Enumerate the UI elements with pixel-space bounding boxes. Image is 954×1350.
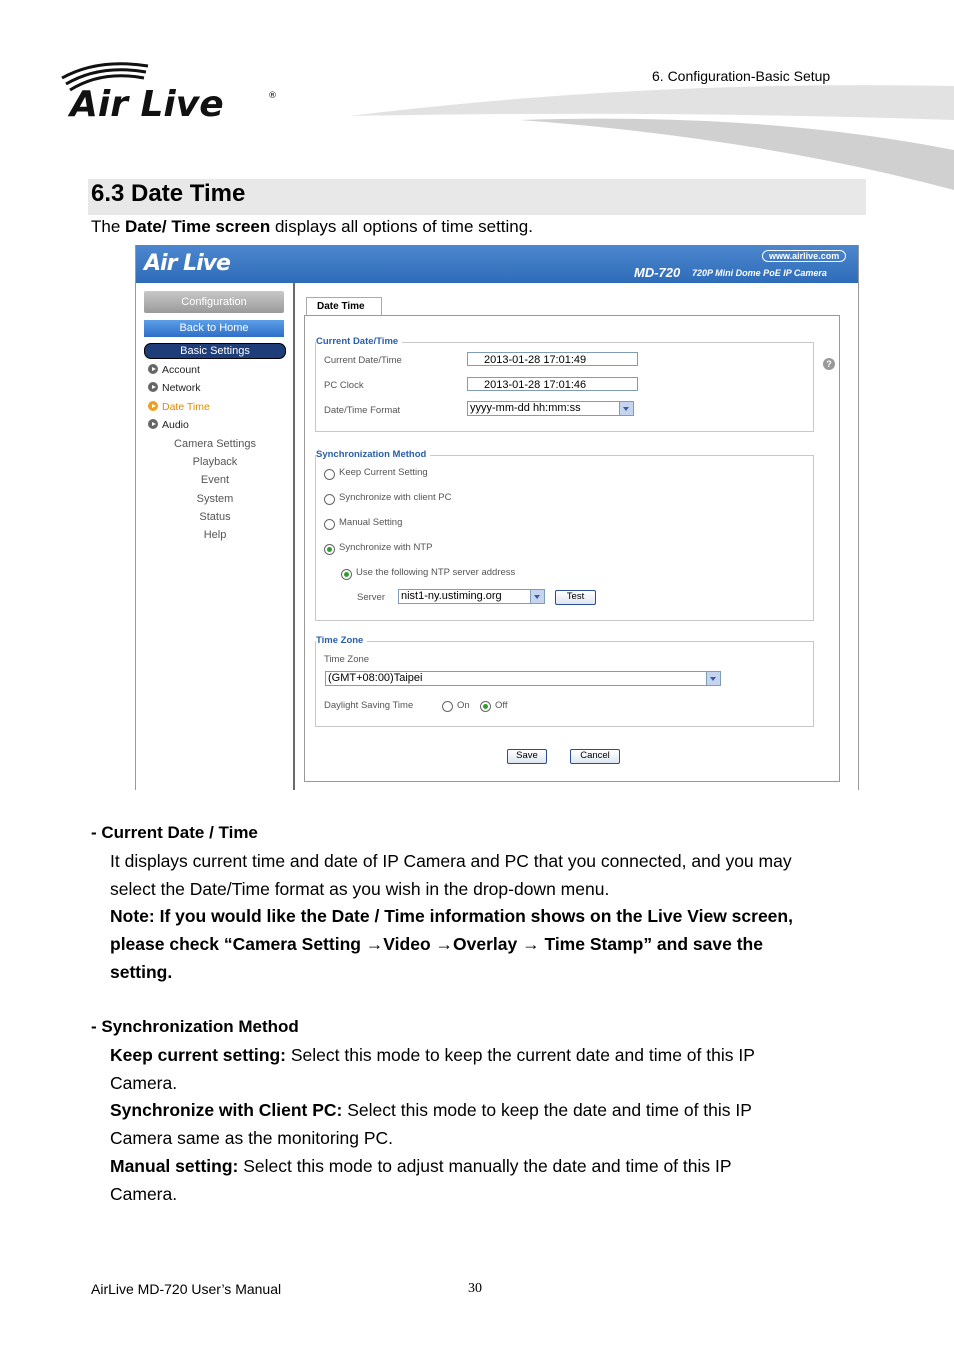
arrow-icon bbox=[148, 364, 158, 374]
help-icon[interactable]: ? bbox=[823, 358, 835, 370]
sidebar-link-camera-settings[interactable]: Camera Settings bbox=[174, 438, 256, 450]
test-button[interactable]: Test bbox=[555, 590, 596, 605]
camera-sidebar bbox=[136, 283, 294, 790]
basic-settings-button[interactable]: Basic Settings bbox=[144, 343, 286, 359]
chevron-down-icon bbox=[706, 672, 720, 685]
pc-clock-field[interactable]: 2013-01-28 17:01:46 bbox=[467, 377, 638, 391]
sidebar-item-date-time[interactable]: Date Time bbox=[148, 398, 210, 416]
datetime-format-select[interactable]: yyyy-mm-dd hh:mm:ss bbox=[467, 401, 634, 416]
arrow-icon bbox=[148, 382, 158, 392]
radio-dst-on-label: On bbox=[457, 700, 470, 711]
chevron-down-icon bbox=[530, 590, 544, 603]
radio-manual[interactable] bbox=[324, 519, 335, 530]
camera-ui-screenshot bbox=[135, 245, 859, 790]
section-title: 6.3 Date Time bbox=[91, 180, 246, 207]
sidebar-link-status[interactable]: Status bbox=[199, 511, 231, 523]
radio-manual-label: Manual Setting bbox=[339, 517, 403, 528]
time-zone-group bbox=[315, 635, 814, 727]
current-datetime-label: Current Date/Time bbox=[324, 355, 402, 366]
format-label: Date/Time Format bbox=[324, 405, 401, 416]
radio-keep-current[interactable] bbox=[324, 469, 335, 480]
arrow-icon bbox=[148, 419, 158, 429]
radio-dst-off-label: Off bbox=[495, 700, 508, 711]
dst-label: Daylight Saving Time bbox=[324, 700, 414, 711]
radio-keep-current-label: Keep Current Setting bbox=[339, 467, 428, 478]
sidebar-link-system[interactable]: System bbox=[196, 493, 234, 505]
radio-dst-off[interactable] bbox=[480, 701, 491, 712]
time-zone-label: Time Zone bbox=[324, 654, 370, 665]
sync-method-description: Keep current setting: Select this mode to keep the current date and time of this IP Camera. Synchronize with Client PC: Select this mode to keep the date and time of this IP Camera same as the monitoring PC. Manual setting: Select this mode to adjust manually the date and time of this IP Camera. bbox=[110, 1045, 755, 1204]
radio-sync-client-pc[interactable] bbox=[324, 494, 335, 505]
group-legend: Current Date/Time bbox=[316, 336, 402, 347]
tab-date-time[interactable]: Date Time bbox=[306, 297, 382, 315]
ntp-server-select[interactable]: nist1-ny.ustiming.org bbox=[398, 589, 545, 604]
footer-manual-title: AirLive MD-720 User’s Manual bbox=[91, 1281, 282, 1297]
arrow-icon bbox=[148, 401, 158, 411]
svg-text:Air Live: Air Live bbox=[70, 84, 224, 125]
sidebar-link-help[interactable]: Help bbox=[203, 529, 227, 541]
page-number: 30 bbox=[468, 1281, 482, 1296]
camera-banner bbox=[136, 245, 858, 283]
sidebar-item-account[interactable]: Account bbox=[148, 361, 200, 379]
configuration-button[interactable]: Configuration bbox=[144, 291, 284, 313]
airlive-logo bbox=[58, 58, 288, 128]
date-time-panel bbox=[304, 315, 840, 782]
current-datetime-description: It displays current time and date of IP Camera and PC that you connected, and you may select the Date/Time format as you wish in the drop-down menu. Note: If you would like the Date / Time information shows on the Live View screen, please check “Camera Setting →Video →Overlay → Time Stamp” and save the setting. bbox=[110, 851, 793, 982]
back-to-home-button[interactable]: Back to Home bbox=[144, 320, 284, 337]
sidebar-item-network[interactable]: Network bbox=[148, 379, 201, 397]
current-datetime-heading: - Current Date / Time bbox=[91, 823, 258, 842]
svg-text:®: ® bbox=[268, 91, 277, 101]
server-label: Server bbox=[357, 592, 385, 603]
camera-main-panel bbox=[296, 283, 858, 790]
radio-ntp-address-label: Use the following NTP server address bbox=[356, 567, 516, 578]
group-legend: Time Zone bbox=[316, 635, 367, 646]
radio-dst-on[interactable] bbox=[442, 701, 453, 712]
time-zone-select[interactable]: (GMT+08:00)Taipei bbox=[325, 671, 721, 686]
sidebar-divider bbox=[293, 283, 295, 790]
group-legend: Synchronization Method bbox=[316, 449, 430, 460]
chevron-down-icon bbox=[619, 402, 633, 415]
current-datetime-group bbox=[315, 336, 814, 432]
sidebar-link-event[interactable]: Event bbox=[200, 474, 230, 486]
chapter-header: 6. Configuration-Basic Setup bbox=[652, 68, 831, 84]
banner-model: MD-720 bbox=[634, 265, 681, 280]
save-button[interactable]: Save bbox=[507, 749, 547, 764]
cancel-button[interactable]: Cancel bbox=[570, 749, 620, 764]
pc-clock-label: PC Clock bbox=[324, 380, 364, 391]
banner-url: www.airlive.com bbox=[762, 250, 846, 262]
sidebar-item-audio[interactable]: Audio bbox=[148, 416, 189, 434]
radio-sync-ntp-label: Synchronize with NTP bbox=[339, 542, 433, 553]
sync-method-heading: - Synchronization Method bbox=[91, 1017, 299, 1036]
sync-method-group bbox=[315, 449, 814, 621]
radio-ntp-address[interactable] bbox=[341, 569, 352, 580]
intro-text: The Date/ Time screen displays all options of time setting. bbox=[91, 217, 533, 236]
radio-sync-client-pc-label: Synchronize with client PC bbox=[339, 492, 452, 503]
radio-sync-ntp[interactable] bbox=[324, 544, 335, 555]
banner-logo: Air Live bbox=[144, 251, 230, 276]
sidebar-link-playback[interactable]: Playback bbox=[192, 456, 238, 468]
current-datetime-field[interactable]: 2013-01-28 17:01:49 bbox=[467, 352, 638, 366]
banner-description: 720P Mini Dome PoE IP Camera bbox=[692, 268, 827, 278]
